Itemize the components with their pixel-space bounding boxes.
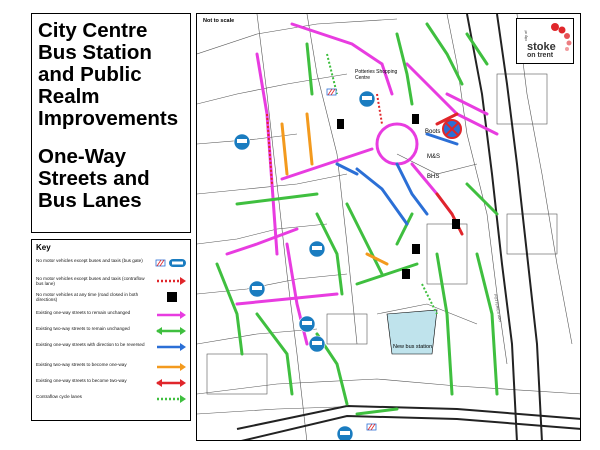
red-dotted-arrow <box>154 276 188 286</box>
key-item-label: No motor vehicles at any time (road closed in both directions) <box>36 292 139 303</box>
road-closure-marker <box>337 119 344 129</box>
key-item-label: No motor vehicles except buses and taxis (contraflow bus lane) <box>36 276 145 287</box>
key-item <box>36 292 186 303</box>
not-to-scale-note: Not to scale <box>203 18 235 24</box>
bhs-label: BHS <box>427 174 440 180</box>
potteries-label: Potteries Shopping Centre <box>355 69 398 81</box>
stoke-logo <box>516 18 574 64</box>
key-item-label: Contraflow cycle lanes <box>36 394 82 399</box>
orange-arrow <box>154 362 188 372</box>
logo-on-trent-text: on trent <box>527 52 554 59</box>
road-closure-marker <box>412 114 419 124</box>
red-double-arrow <box>154 378 188 388</box>
road-closure-marker <box>412 244 420 254</box>
key-item <box>36 378 186 383</box>
key-item-label: Existing one-way streets to become two-way <box>36 378 127 383</box>
key-item-label: Existing two-way streets to remain unchanged <box>36 326 130 331</box>
sub-title: One-Way Streets and Bus Lanes <box>38 145 150 212</box>
key-item <box>36 326 186 331</box>
bus-gate-marker <box>367 424 376 430</box>
road-closure-marker <box>452 219 460 229</box>
magenta-arrow <box>154 310 188 320</box>
key-item <box>36 394 186 399</box>
title-panel <box>31 13 191 233</box>
potteries-way-label: POTTERIES WAY <box>493 294 502 323</box>
key-heading: Key <box>36 243 51 252</box>
boots-label: Boots <box>425 129 441 135</box>
no-entry-sign <box>443 120 461 138</box>
bus-gate-marker <box>327 89 336 95</box>
logo-city-text: city of <box>523 30 528 41</box>
key-panel <box>31 239 191 421</box>
key-item <box>36 258 186 263</box>
blue-arrow <box>154 342 188 352</box>
key-item <box>36 362 186 367</box>
map-area <box>196 13 581 441</box>
key-item <box>36 310 186 315</box>
ms-label: M&S <box>427 154 441 160</box>
green-dotted-arrow <box>154 394 188 404</box>
key-item-label: Existing two-way streets to become one-way <box>36 362 127 367</box>
road-closure-marker <box>402 269 410 279</box>
new-bus-station-label: New bus station <box>393 344 433 350</box>
logo-stoke-text: stoke <box>527 41 556 53</box>
key-item <box>36 342 186 347</box>
black-square <box>154 292 188 302</box>
key-item-label: No motor vehicles except buses and taxis (bus gate) <box>36 258 143 263</box>
bus-gate-icon <box>154 258 188 268</box>
key-item-label: Existing one-way streets to remain unchanged <box>36 310 131 315</box>
ring-road-magenta <box>377 124 417 164</box>
key-item-label: Existing one-way streets with direction to be reversed <box>36 342 145 347</box>
key-item <box>36 276 186 287</box>
main-title: City Centre Bus Station and Public Realm Improvements <box>38 19 179 130</box>
green-double-arrow <box>154 326 188 336</box>
